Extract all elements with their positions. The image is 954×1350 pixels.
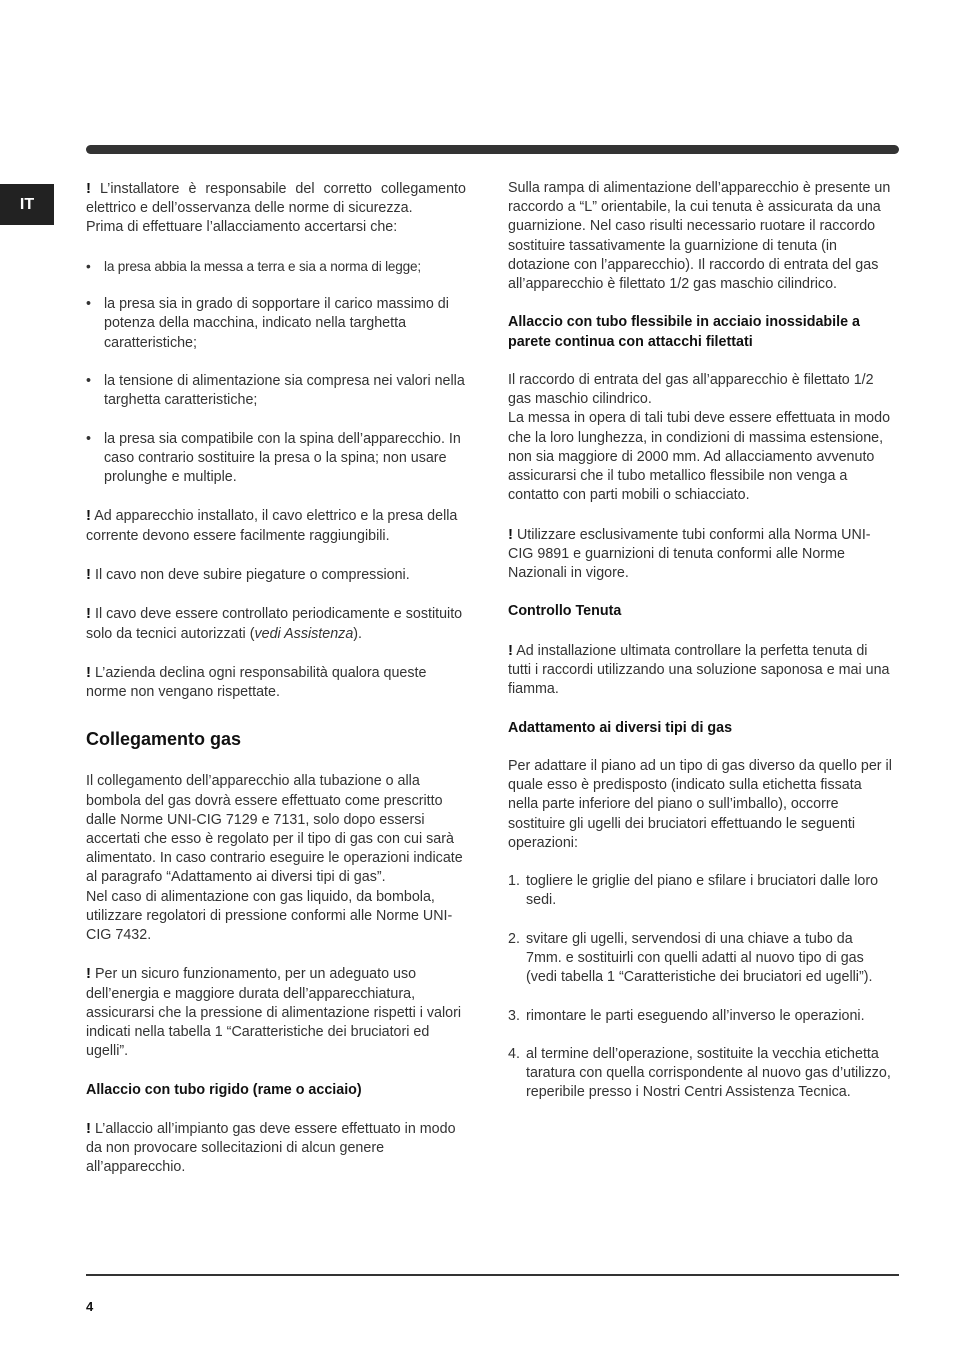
list-item: • la presa abbia la messa a terra e sia a norma di legge; xyxy=(86,257,466,276)
warning-rigid-pipe: ! L’allaccio all’impianto gas deve essere effettuato in modo da non provocare sollecitazioni di alcun genere all’apparecchio. xyxy=(86,1119,456,1176)
warning-mark-icon: ! xyxy=(86,565,91,583)
step-number: 4. xyxy=(508,1045,520,1062)
language-code: IT xyxy=(19,195,35,213)
top-divider-bar xyxy=(86,145,899,154)
bottom-divider xyxy=(86,1274,899,1276)
warning-mark-icon: ! xyxy=(508,641,513,659)
left-column xyxy=(86,179,466,1197)
warning-seal-check: ! Ad installazione ultimata controllare la perfetta tenuta di tutti i raccordi utilizzando una soluzione saponosa e mai una fiamma. xyxy=(508,641,890,698)
warning-mark-icon: ! xyxy=(86,1119,91,1137)
warning-liability: ! L’azienda declina ogni responsabilità qualora queste norme non vengano rispettate. xyxy=(86,663,427,701)
warning-cable-check: ! Il cavo deve essere controllato periodicamente e sostituito solo da tecnici autorizzati (vedi Assistenza). xyxy=(86,605,463,642)
list-item: 3. rimontare le parti eseguendo all’inverso le operazioni. xyxy=(508,1007,892,1026)
adaptation-steps-list xyxy=(508,872,892,1102)
page-number: 4 xyxy=(86,1299,94,1314)
subheading-seal-check: Controllo Tenuta xyxy=(508,603,622,620)
warning-cable-reachable: ! Ad apparecchio installato, il cavo elettrico e la presa della corrente devono essere facilmente raggiungibili. xyxy=(86,507,458,544)
adaptation-paragraph: Per adattare il piano ad un tipo di gas diverso da quello per il quale esso è predisposto (indicato sulla etichetta fissata nella parte inferiore del piano o sull’imballo), occorre sostituire gli ugelli dei bruciatori effettuando le seguenti operazioni: xyxy=(508,757,892,851)
warning-mark-icon: ! xyxy=(86,605,91,623)
gas-paragraph-1: Il collegamento dell’apparecchio alla tubazione o alla bombola del gas dovrà essere effettuato come prescritto dalle Norme UNI-CIG 7129 e 7131, solo dopo essersi accertati che esso è regolato per il tipo di gas con cui sarà alimentato. In caso contrario eseguire le operazioni indicate al paragrafo “Adattamento ai diversi tipi di gas”. xyxy=(86,773,463,886)
subheading-gas-adaptation: Adattamento ai diversi tipi di gas xyxy=(508,719,733,736)
language-tab xyxy=(0,184,54,225)
installer-warning: ! L’installatore è responsabile del corretto collegamento elettrico e dell’osservanza delle norme di sicurezza. xyxy=(86,180,466,217)
warning-mark-icon: ! xyxy=(86,965,91,983)
warning-mark-icon: ! xyxy=(508,525,513,543)
warning-gas-pressure: ! Per un sicuro funzionamento, per un adeguato uso dell’energia e maggiore durata dell’apparecchiatura, assicurarsi che la pressione di alimentazione rispetti i valori indicati nella tabella 1 “Caratteristiche dei bruciatori ed ugelli”. xyxy=(86,965,462,1060)
section-heading-gas: Collegamento gas xyxy=(86,729,242,750)
warning-mark-icon: ! xyxy=(86,663,91,681)
right-column xyxy=(508,179,892,1122)
requirements-list xyxy=(86,257,466,487)
list-item: 1. togliere le griglie del piano e sfilare i bruciatori dalle loro sedi. xyxy=(508,873,879,909)
gas-paragraph-2: Nel caso di alimentazione con gas liquido, da bombola, utilizzare regolatori di pressione conformi alle Norme UNI-CIG 7432. xyxy=(86,888,453,943)
flexible-paragraph-1: Il raccordo di entrata del gas all’apparecchio è filettato 1/2 gas maschio cilindrico. xyxy=(508,372,874,408)
list-item: • la tensione di alimentazione sia compresa nei valori nella targhetta caratteristiche; xyxy=(86,372,466,410)
l-fitting-paragraph: Sulla rampa di alimentazione dell’apparecchio è presente un raccordo a “L” orientabile, la cui tenuta è assicurata da una guarnizione. Nel caso risulti necessario ruotare il raccordo sostituire tassativamente la guarnizione di tenuta (in dotazione con l’apparecchio). Il raccordo di entrata del gas all’apparecchio è filettato 1/2 gas maschio cilindrico. xyxy=(508,180,891,293)
intro-before-connection: Prima di effettuare l’allacciamento accertarsi che: xyxy=(86,219,398,236)
subheading-rigid-pipe: Allaccio con tubo rigido (rame o acciaio) xyxy=(86,1081,362,1098)
warning-cable-bending: ! Il cavo non deve subire piegature o compressioni. xyxy=(86,565,410,583)
flexible-paragraph-2: La messa in opera di tali tubi deve essere effettuata in modo che la loro lunghezza, in condizioni di massima estensione, non sia maggiore di 2000 mm. Ad allacciamento avvenuto assicurarsi che il tubo metallico flessibile non venga a contatto con parti mobili o schiacciato. xyxy=(508,410,891,504)
step-number: 2. xyxy=(508,930,520,947)
list-item: • la presa sia compatibile con la spina dell’apparecchio. In caso contrario sostituire la presa o la spina; non usare prolunghe e multiple. xyxy=(86,430,466,488)
list-item: 2. svitare gli ugelli, servendosi di una chiave a tubo da 7mm. e sostituirli con quelli adatti al nuovo tipo di gas (vedi tabella 1 “Caratteristiche dei bruciatori ed ugelli”). xyxy=(508,930,873,986)
warning-flexible-pipe: ! Utilizzare esclusivamente tubi conformi alla Norma UNI-CIG 9891 e guarnizioni di tenuta conformi alle Norme Nazionali in vigore. xyxy=(508,525,871,582)
list-item: 4. al termine dell’operazione, sostituite la vecchia etichetta taratura con quella corrispondente al nuovo gas d’utilizzo, reperibile presso i Nostri Centri Assistenza Tecnica. xyxy=(508,1045,891,1101)
warning-mark-icon: ! xyxy=(86,180,91,197)
step-number: 1. xyxy=(508,873,520,890)
list-item: • la presa sia in grado di sopportare il carico massimo di potenza della macchina, indicato nella targhetta caratteristiche; xyxy=(86,295,466,353)
subheading-flexible-pipe: Allaccio con tubo flessibile in acciaio inossidabile a parete continua con attacchi filettati xyxy=(508,314,860,350)
warning-mark-icon: ! xyxy=(86,507,91,525)
assistance-reference: vedi Assistenza xyxy=(254,625,354,642)
step-number: 3. xyxy=(508,1007,520,1024)
